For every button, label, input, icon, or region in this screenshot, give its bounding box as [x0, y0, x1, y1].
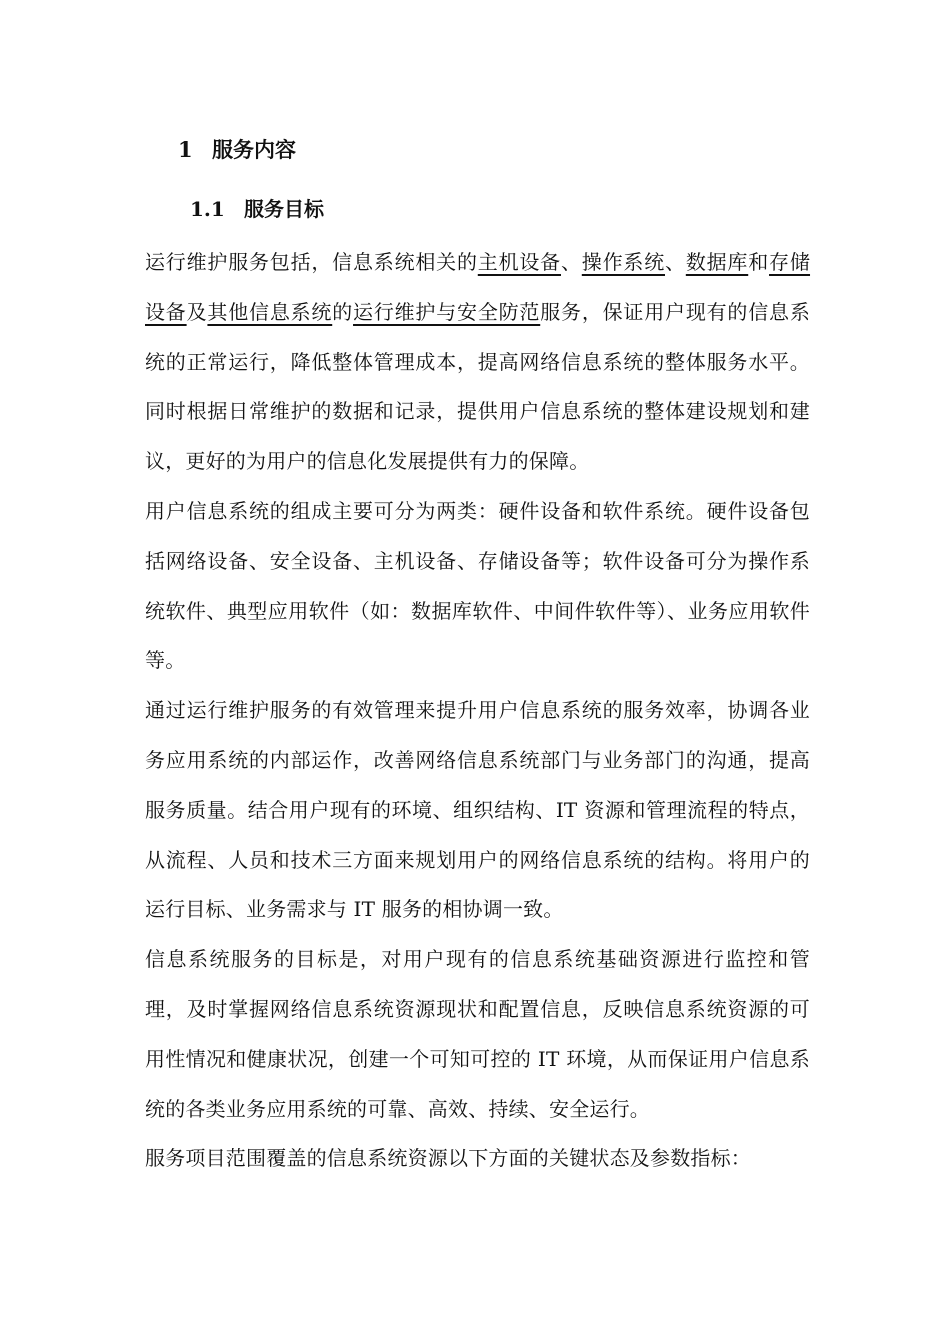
underlined-term-operation-security: 运行维护与安全防范: [353, 299, 541, 324]
heading-level-2: [190, 193, 324, 225]
paragraph-run: 运行维护服务包括，信息系统相关的: [145, 250, 478, 274]
paragraph-run: 、: [665, 250, 686, 274]
underlined-term-operating-system: 操作系统: [581, 250, 665, 274]
heading-level-1: [178, 134, 296, 166]
paragraph-run: 、: [560, 250, 582, 274]
paragraph-service-goal: 信息系统服务的目标是，对用户现有的信息系统基础资源进行监控和管理，及时掌握网络信息系统资源现状和配置信息，反映信息系统资源的可用性情况和健康状况，创建一个可知可控的 IT 环境，从而保证用户信息系统的各类业务应用系统的可靠、高效、持续、安全运行。: [145, 947, 810, 1121]
paragraph-run: 和: [748, 250, 770, 274]
paragraph-service-scope: [145, 238, 810, 487]
heading-2-title: 服务目标: [244, 197, 324, 221]
paragraph-scope-coverage: 服务项目范围覆盖的信息系统资源以下方面的关键状态及参数指标：: [145, 1146, 751, 1171]
paragraph-run: 及: [186, 299, 208, 324]
underlined-term-other-systems: 其他信息系统: [207, 299, 333, 324]
heading-1-number: 1: [178, 137, 193, 162]
paragraph-management-efficiency: 通过运行维护服务的有效管理来提升用户信息系统的服务效率，协调各业务应用系统的内部运作，改善网络信息系统部门与业务部门的沟通，提高服务质量。结合用户现有的环境、组织结构、IT 资源和管理流程的特点，从流程、人员和技术三方面来规划用户的网络信息系统的结构。将用户的运行目标、业务需求与 IT 服务的相协调一致。: [145, 698, 810, 922]
paragraph-system-composition: 用户信息系统的组成主要可分为两类：硬件设备和软件系统。硬件设备包括网络设备、安全设备、主机设备、存储设备等；软件设备可分为操作系统软件、典型应用软件（如：数据库软件、中间件软件等）、业务应用软件等。: [145, 498, 810, 673]
heading-2-number: 1.1: [190, 197, 225, 221]
underlined-term-database: 数据库: [685, 250, 749, 274]
paragraph-run: 的: [332, 299, 354, 324]
body-text: [145, 238, 810, 1184]
paragraph-run: 服务，保证用户现有的信息系统的正常运行，降低整体管理成本，提高网络信息系统的整体服务水平。同时根据日常维护的数据和记录，提供用户信息系统的整体建设规划和建议，更好的为用户的信息化发展提供有力的保障。: [145, 299, 811, 474]
underlined-term-host-equipment: 主机设备: [477, 250, 561, 274]
underlined-term-storage-equipment: 存储设备: [145, 250, 811, 324]
heading-1-title: 服务内容: [212, 137, 296, 162]
